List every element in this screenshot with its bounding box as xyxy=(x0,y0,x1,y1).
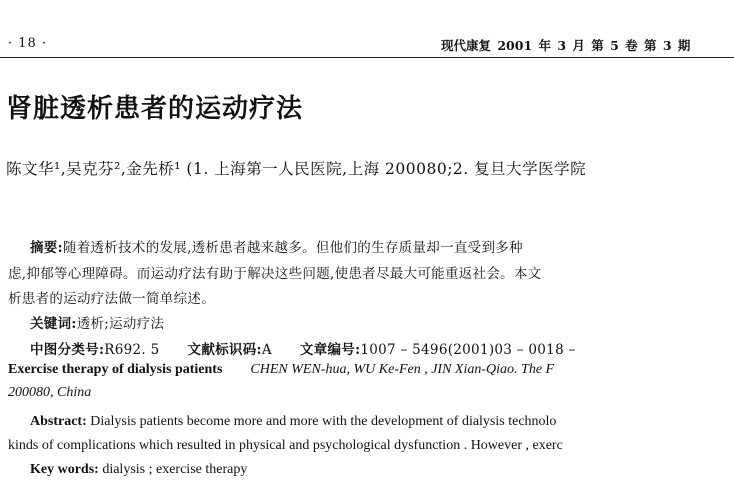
abstract-cn-line-2: 虑,抑郁等心理障碍。而运动疗法有助于解决这些问题,使患者尽最大可能重返社会。本文 xyxy=(8,266,542,282)
keywords-cn-label: 关键词: xyxy=(30,316,77,332)
classification-line xyxy=(30,338,576,358)
abstract-cn-line-1 xyxy=(30,236,523,256)
abstract-cn-text-1: 随着透析技术的发展,透析患者越来越多。但他们的生存质量却一直受到多种 xyxy=(62,240,523,256)
article-id-value: 1007 – 5496(2001)03 – 0018 – xyxy=(360,342,576,358)
english-keywords xyxy=(30,462,247,478)
english-keywords-value: dialysis ; exercise therapy xyxy=(102,462,248,477)
doc-code-label: 文献标识码: xyxy=(187,342,262,358)
article-authors: 陈文华¹,吴克芬²,金先桥¹ (1. 上海第一人民医院,上海 200080;2. 复旦大学医学院 xyxy=(6,160,587,178)
english-title: Exercise therapy of dialysis patients xyxy=(8,362,223,377)
doc-code-value: A xyxy=(261,342,272,358)
header-rule xyxy=(0,57,734,58)
clc-label: 中图分类号: xyxy=(30,342,105,358)
english-affiliation: 200080, China xyxy=(8,385,92,400)
english-keywords-label: Key words: xyxy=(30,462,99,477)
page-number: · 18 · xyxy=(8,36,48,51)
keywords-cn-value: 透析;运动疗法 xyxy=(76,316,165,332)
abstract-cn-label: 摘要: xyxy=(30,240,63,256)
english-abstract-line-2: kinds of complications which resulted in physical and psychological dysfunction . However , exerc xyxy=(8,438,563,453)
english-abstract-line-1 xyxy=(30,414,556,430)
english-abstract-label: Abstract: xyxy=(30,414,87,429)
english-title-line xyxy=(8,362,554,378)
abstract-cn-line-3: 析患者的运动疗法做一简单综述。 xyxy=(8,291,215,307)
journal-header: 现代康复 2001 年 3 月 第 5 卷 第 3 期 xyxy=(441,38,691,53)
article-id-label: 文章编号: xyxy=(299,342,361,358)
english-abstract-text-1: Dialysis patients become more and more with the development of dialysis technolo xyxy=(90,414,557,429)
article-title: 肾脏透析患者的运动疗法 xyxy=(6,94,304,124)
keywords-cn xyxy=(30,312,164,332)
english-authors: CHEN WEN-hua, WU Ke-Fen , JIN Xian-Qiao. The F xyxy=(250,362,555,377)
clc-value: R692. 5 xyxy=(104,342,160,358)
